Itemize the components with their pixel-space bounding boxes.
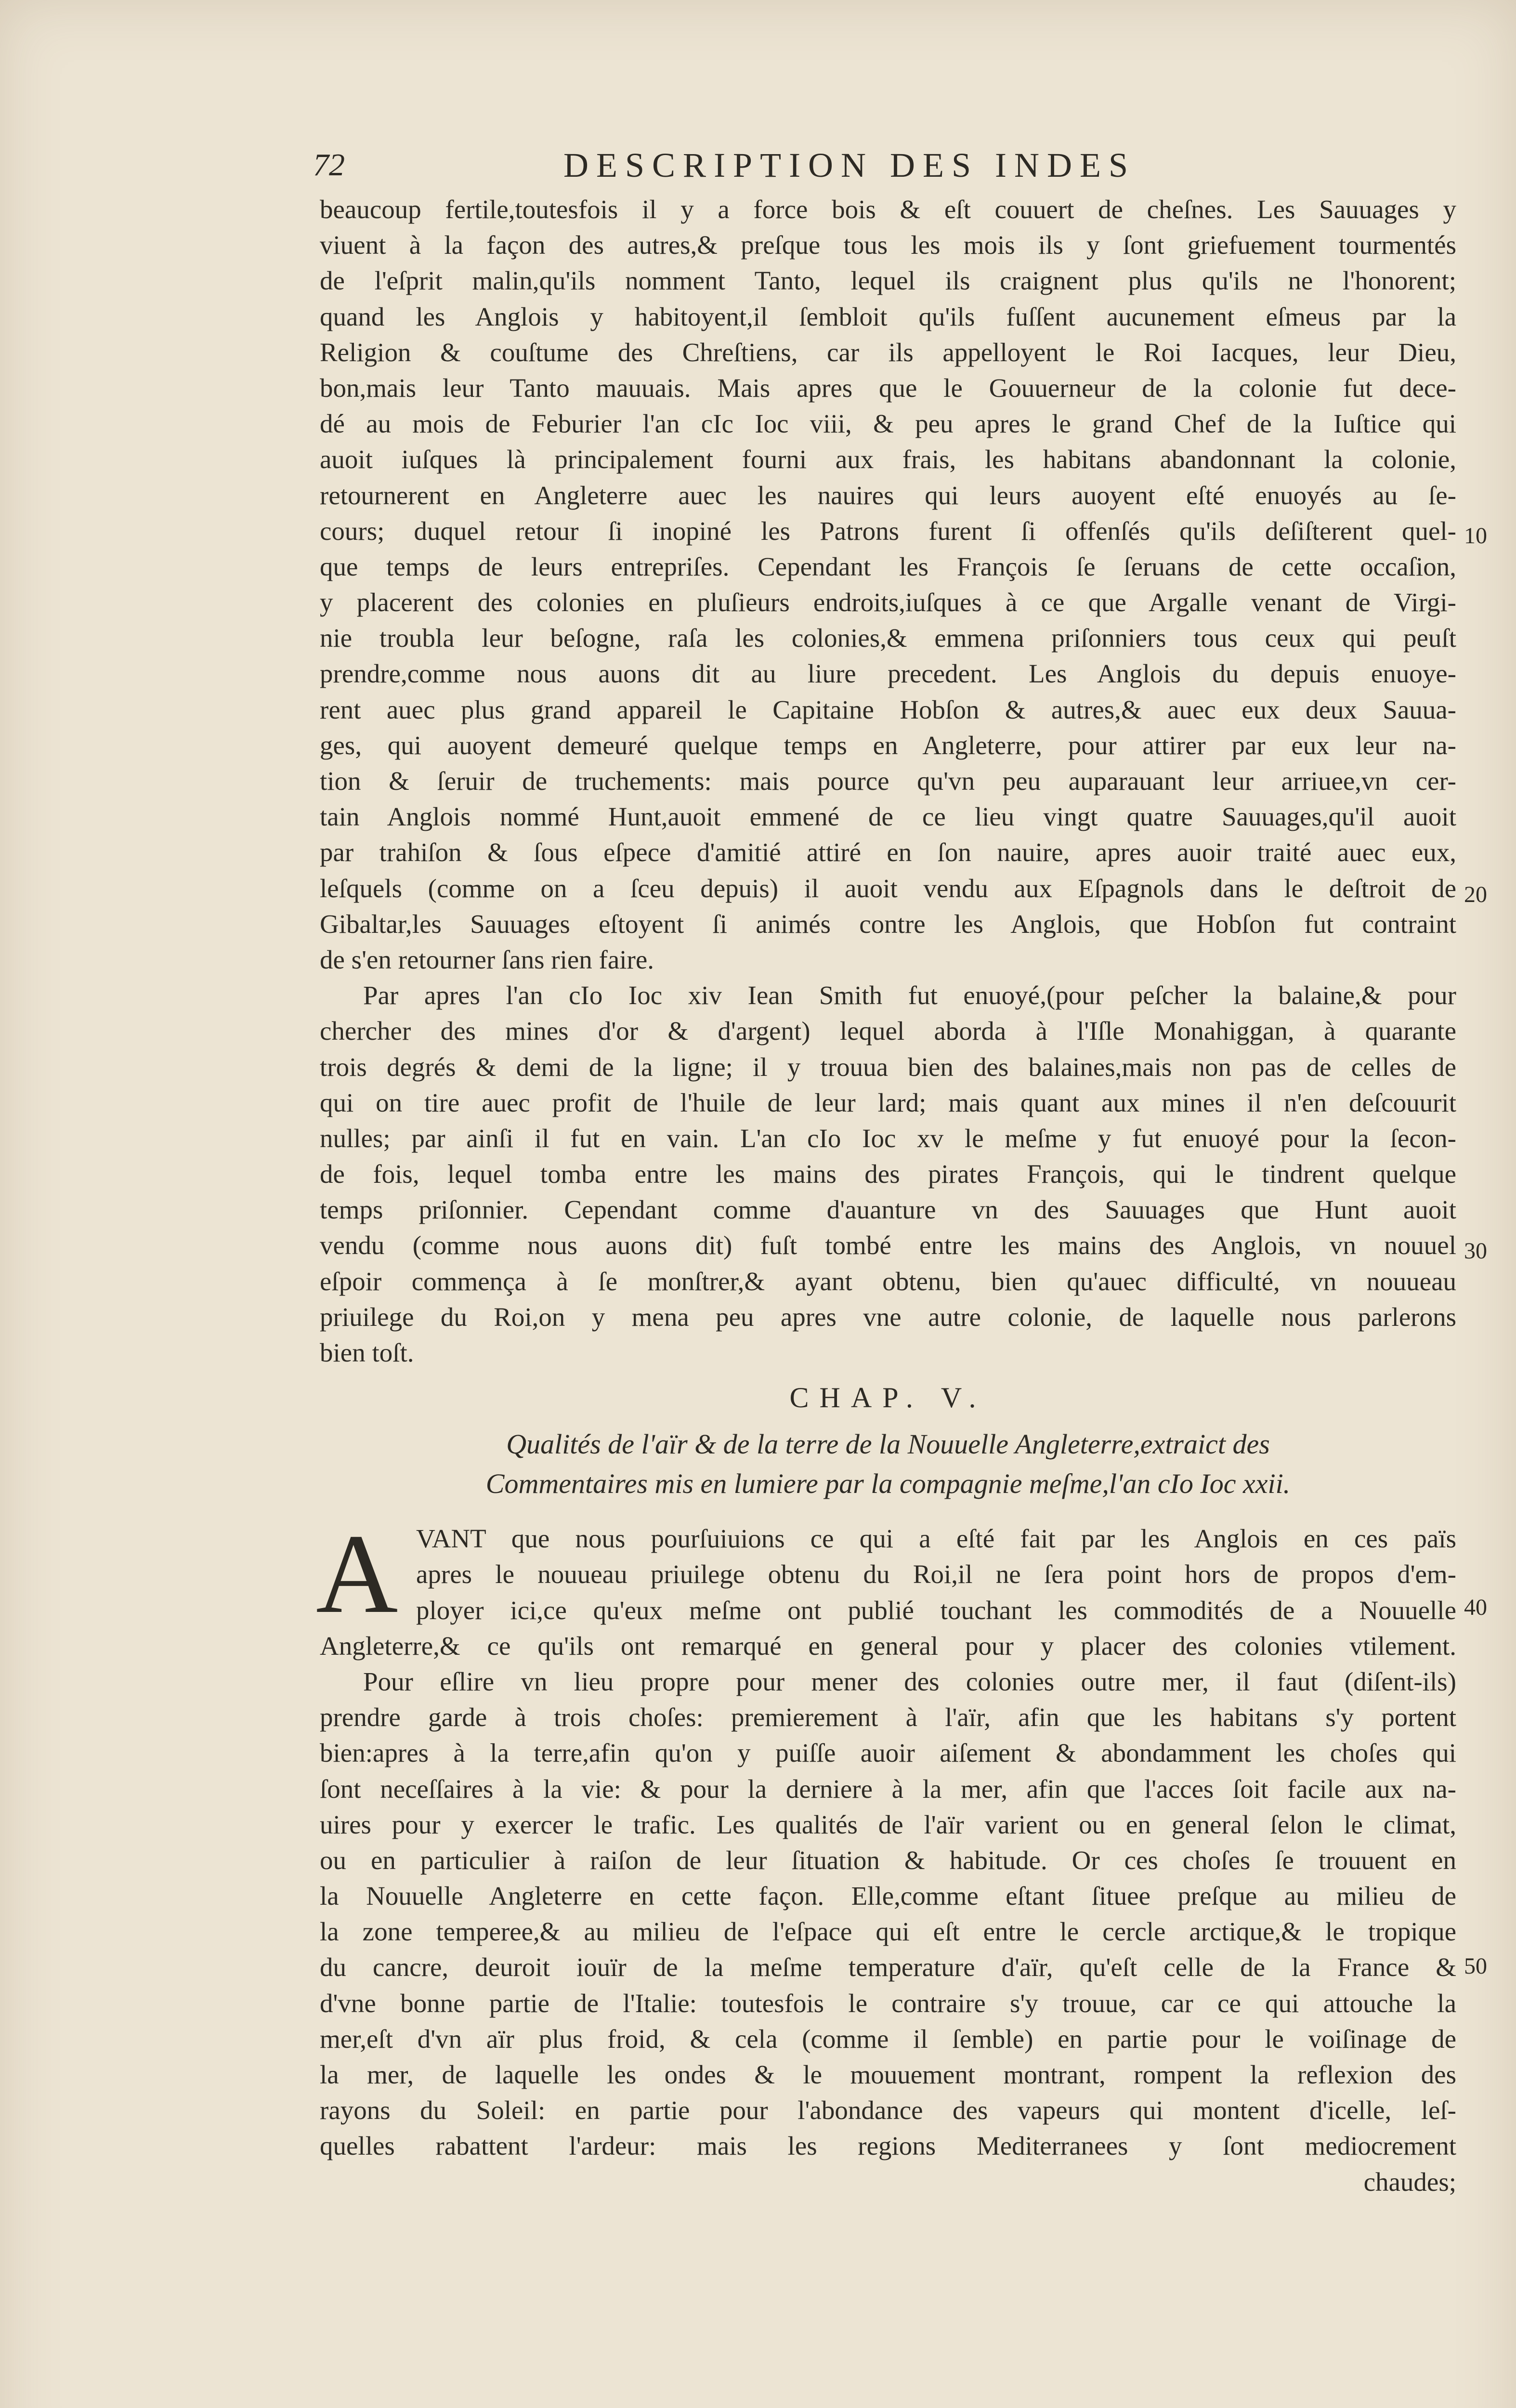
- text-line: de l'eſprit malin,qu'ils nomment Tanto, lequel ils craignent plus qu'ils ne l'honorent;: [320, 266, 1456, 296]
- chapter-title-line: Commentaires mis en lumiere par la compagnie meſme,l'an cIo Ioc xxii.: [485, 1468, 1291, 1500]
- text-line: ployer ici,ce qu'eux meſme ont publié touchant les commodités de a Nouuelle: [416, 1595, 1456, 1625]
- text-line: temps priſonnier. Cependant comme d'auanture vn des Sauuages que Hunt auoit: [320, 1195, 1456, 1225]
- text-line: dé au mois de Feburier l'an cIc Ioc viii, & peu apres le grand Chef de la Iuſtice qui: [320, 409, 1456, 439]
- spacer: [320, 1504, 1456, 1521]
- text-line: Pour eſlire vn lieu propre pour mener des colonies outre mer, il faut (diſent-ils): [363, 1666, 1456, 1696]
- running-head: DESCRIPTION DES INDES: [563, 146, 1136, 184]
- margin-line-number: 10: [1464, 523, 1487, 549]
- text-line: Religion & couſtume des Chreſtiens, car ils appelloyent le Roi Iacques, leur Dieu,: [320, 337, 1456, 367]
- margin-line-number: 50: [1464, 1953, 1487, 1979]
- text-line: y placerent des colonies en pluſieurs endroits,iuſques à ce que Argalle venant de Virgi-: [320, 588, 1456, 617]
- text-line: prendre,comme nous auons dit au liure precedent. Les Anglois du depuis enuoye-: [320, 659, 1456, 689]
- text-line: du cancre, deuroit iouïr de la meſme temperature d'aïr, qu'eſt celle de la France &: [320, 1952, 1456, 1982]
- text-line: d'vne bonne partie de l'Italie: toutesfois le contraire s'y trouue, car ce qui attouche la: [320, 1988, 1456, 2018]
- text-line: uires pour y exercer le trafic. Les qualités de l'aïr varient ou en general ſelon le climat,: [320, 1809, 1456, 1839]
- text-line: Par apres l'an cIo Ioc xiv Iean Smith fut enuoyé,(pour peſcher la balaine,& pour: [363, 981, 1456, 1010]
- text-line: retournerent en Angleterre auec les nauires qui leurs auoyent eſté enuoyés au ſe-: [320, 480, 1456, 510]
- text-line: quelles rabattent l'ardeur: mais les regions Mediterranees y ſont mediocrement: [320, 2131, 1456, 2161]
- text-line: de fois, lequel tomba entre les mains des pirates François, qui le tindrent quelque: [320, 1159, 1456, 1189]
- text-line: Gibaltar,les Sauuages eſtoyent ſi animés contre les Anglois, que Hobſon fut contraint: [320, 909, 1456, 939]
- text-line: de s'en retourner ſans rien faire.: [320, 944, 654, 974]
- text-line: VANT que nous pourſuiuions ce qui a eſté fait par les Anglois en ces païs: [416, 1524, 1456, 1554]
- paragraph-3-lines: [320, 1521, 1456, 1664]
- drop-cap: A: [316, 1511, 398, 1637]
- text-line: vendu (comme nous auons dit) fuſt tombé entre les mains des Anglois, vn nouuel: [320, 1230, 1456, 1260]
- text-line: ges, qui auoyent demeuré quelque temps en Angleterre, pour attirer par eux leur na-: [320, 730, 1456, 760]
- text-line: prendre garde à trois choſes: premierement à l'aïr, afin que les habitans s'y portent: [320, 1702, 1456, 1732]
- text-line: par trahiſon & ſous eſpece d'amitié attiré en ſon nauire, apres auoir traité auec eux,: [320, 838, 1456, 867]
- text-line: rent auec plus grand appareil le Capitaine Hobſon & autres,& auec eux deux Sauua-: [320, 694, 1456, 724]
- margin-line-number: 40: [1464, 1595, 1487, 1620]
- paragraph-2: [320, 978, 1456, 1371]
- text-line: nie troubla leur beſogne, raſa les colonies,& emmena priſonniers tous ceux qui peuſt: [320, 623, 1456, 653]
- page-number: 72: [313, 147, 345, 183]
- text-line: bon,mais leur Tanto mauuais. Mais apres que le Gouuerneur de la colonie fut dece-: [320, 373, 1456, 403]
- body-text: [316, 192, 1456, 2200]
- text-line: ou en particulier à raiſon de leur ſituation & habitude. Or ces choſes ſe trouuent en: [320, 1845, 1456, 1875]
- paragraph-1: [320, 192, 1456, 978]
- text-line: apres le nouueau priuilege obtenu du Roi,il ne ſera point hors de propos d'em-: [416, 1559, 1456, 1589]
- text-line: beaucoup fertile,toutesfois il y a force bois & eſt couuert de cheſnes. Les Sauuages y: [320, 195, 1456, 224]
- text-line: priuilege du Roi,on y mena peu apres vne autre colonie, de laquelle nous parlerons: [320, 1302, 1456, 1332]
- text-line: tion & ſeruir de truchements: mais pource qu'vn peu auparauant leur arriuee,vn cer-: [320, 766, 1456, 796]
- text-line: eſpoir commença à ſe monſtrer,& ayant obtenu, bien qu'auec difficulté, vn nouueau: [320, 1266, 1456, 1296]
- text-line: la zone temperee,& au milieu de l'eſpace qui eſt entre le cercle arctique,& le tropique: [320, 1917, 1456, 1947]
- text-line: quand les Anglois y habitoyent,il ſembloit qu'ils fuſſent aucunement eſmeus par la: [320, 301, 1456, 331]
- text-line: la mer, de laquelle les ondes & le mouuement montrant, rompent la reflexion des: [320, 2060, 1456, 2089]
- paragraph-4: [320, 1664, 1456, 2164]
- text-line: trois degrés & demi de la ligne; il y trouua bien des balaines,mais non pas de celles de: [320, 1052, 1456, 1082]
- text-line: chercher des mines d'or & d'argent) lequel aborda à l'Iſle Monahiggan, à quarante: [320, 1016, 1456, 1046]
- margin-line-number: 20: [1464, 882, 1487, 907]
- text-line: tain Anglois nommé Hunt,auoit emmené de ce lieu vingt quatre Sauuages,qu'il auoit: [320, 802, 1456, 832]
- text-line: viuent à la façon des autres,& preſque tous les mois ils y ſont griefuement tourmentés: [320, 230, 1456, 260]
- text-line: Angleterre,& ce qu'ils ont remarqué en general pour y placer des colonies vtilement.: [320, 1631, 1456, 1661]
- chapter-title: [320, 1425, 1456, 1504]
- text-line: ſont neceſſaires à la vie: & pour la derniere à la mer, afin que l'acces ſoit facile aux na-: [320, 1774, 1456, 1804]
- text-line: bien toſt.: [320, 1338, 414, 1367]
- text-line: cours; duquel retour ſi inopiné les Patrons furent ſi offenſés qu'ils deſiſterent quel-: [320, 516, 1456, 546]
- catchword: chaudes;: [1363, 2167, 1456, 2197]
- margin-line-number: 30: [1464, 1238, 1487, 1264]
- text-line: bien:apres à la terre,afin qu'on y puiſſe auoir aiſement & abondamment les choſes qui: [320, 1738, 1456, 1768]
- text-line: rayons du Soleil: en partie pour l'abondance des vapeurs qui montent d'icelle, leſ-: [320, 2095, 1456, 2125]
- text-line: la Nouuelle Angleterre en cette façon. Elle,comme eſtant ſituee preſque au milieu de: [320, 1881, 1456, 1911]
- text-line: qui on tire auec profit de l'huile de leur lard; mais quant aux mines il n'en deſcouurit: [320, 1087, 1456, 1117]
- text-line: leſquels (comme on a ſceu depuis) il auoit vendu aux Eſpagnols dans le deſtroit de: [320, 873, 1456, 903]
- text-line: mer,eſt d'vn aïr plus froid, & cela (comme il ſemble) en partie pour le voiſinage de: [320, 2024, 1456, 2054]
- chapter-title-line: Qualités de l'aïr & de la terre de la Nouuelle Angleterre,extraict des: [506, 1428, 1270, 1460]
- text-line: auoit iuſques là principalement fourni aux frais, les habitans abandonnant la colonie,: [320, 445, 1456, 474]
- page-header: [313, 144, 1469, 187]
- chapter-heading: CHAP. V.: [789, 1382, 987, 1414]
- text-line: nulles; par ainſi il fut en vain. L'an cIo Ioc xv le meſme y fut enuoyé pour la ſecon-: [320, 1123, 1456, 1153]
- text-line: que temps de leurs entrepriſes. Cependant les François ſe ſeruans de cette occaſion,: [320, 551, 1456, 581]
- paragraph-3: [316, 1511, 1456, 1664]
